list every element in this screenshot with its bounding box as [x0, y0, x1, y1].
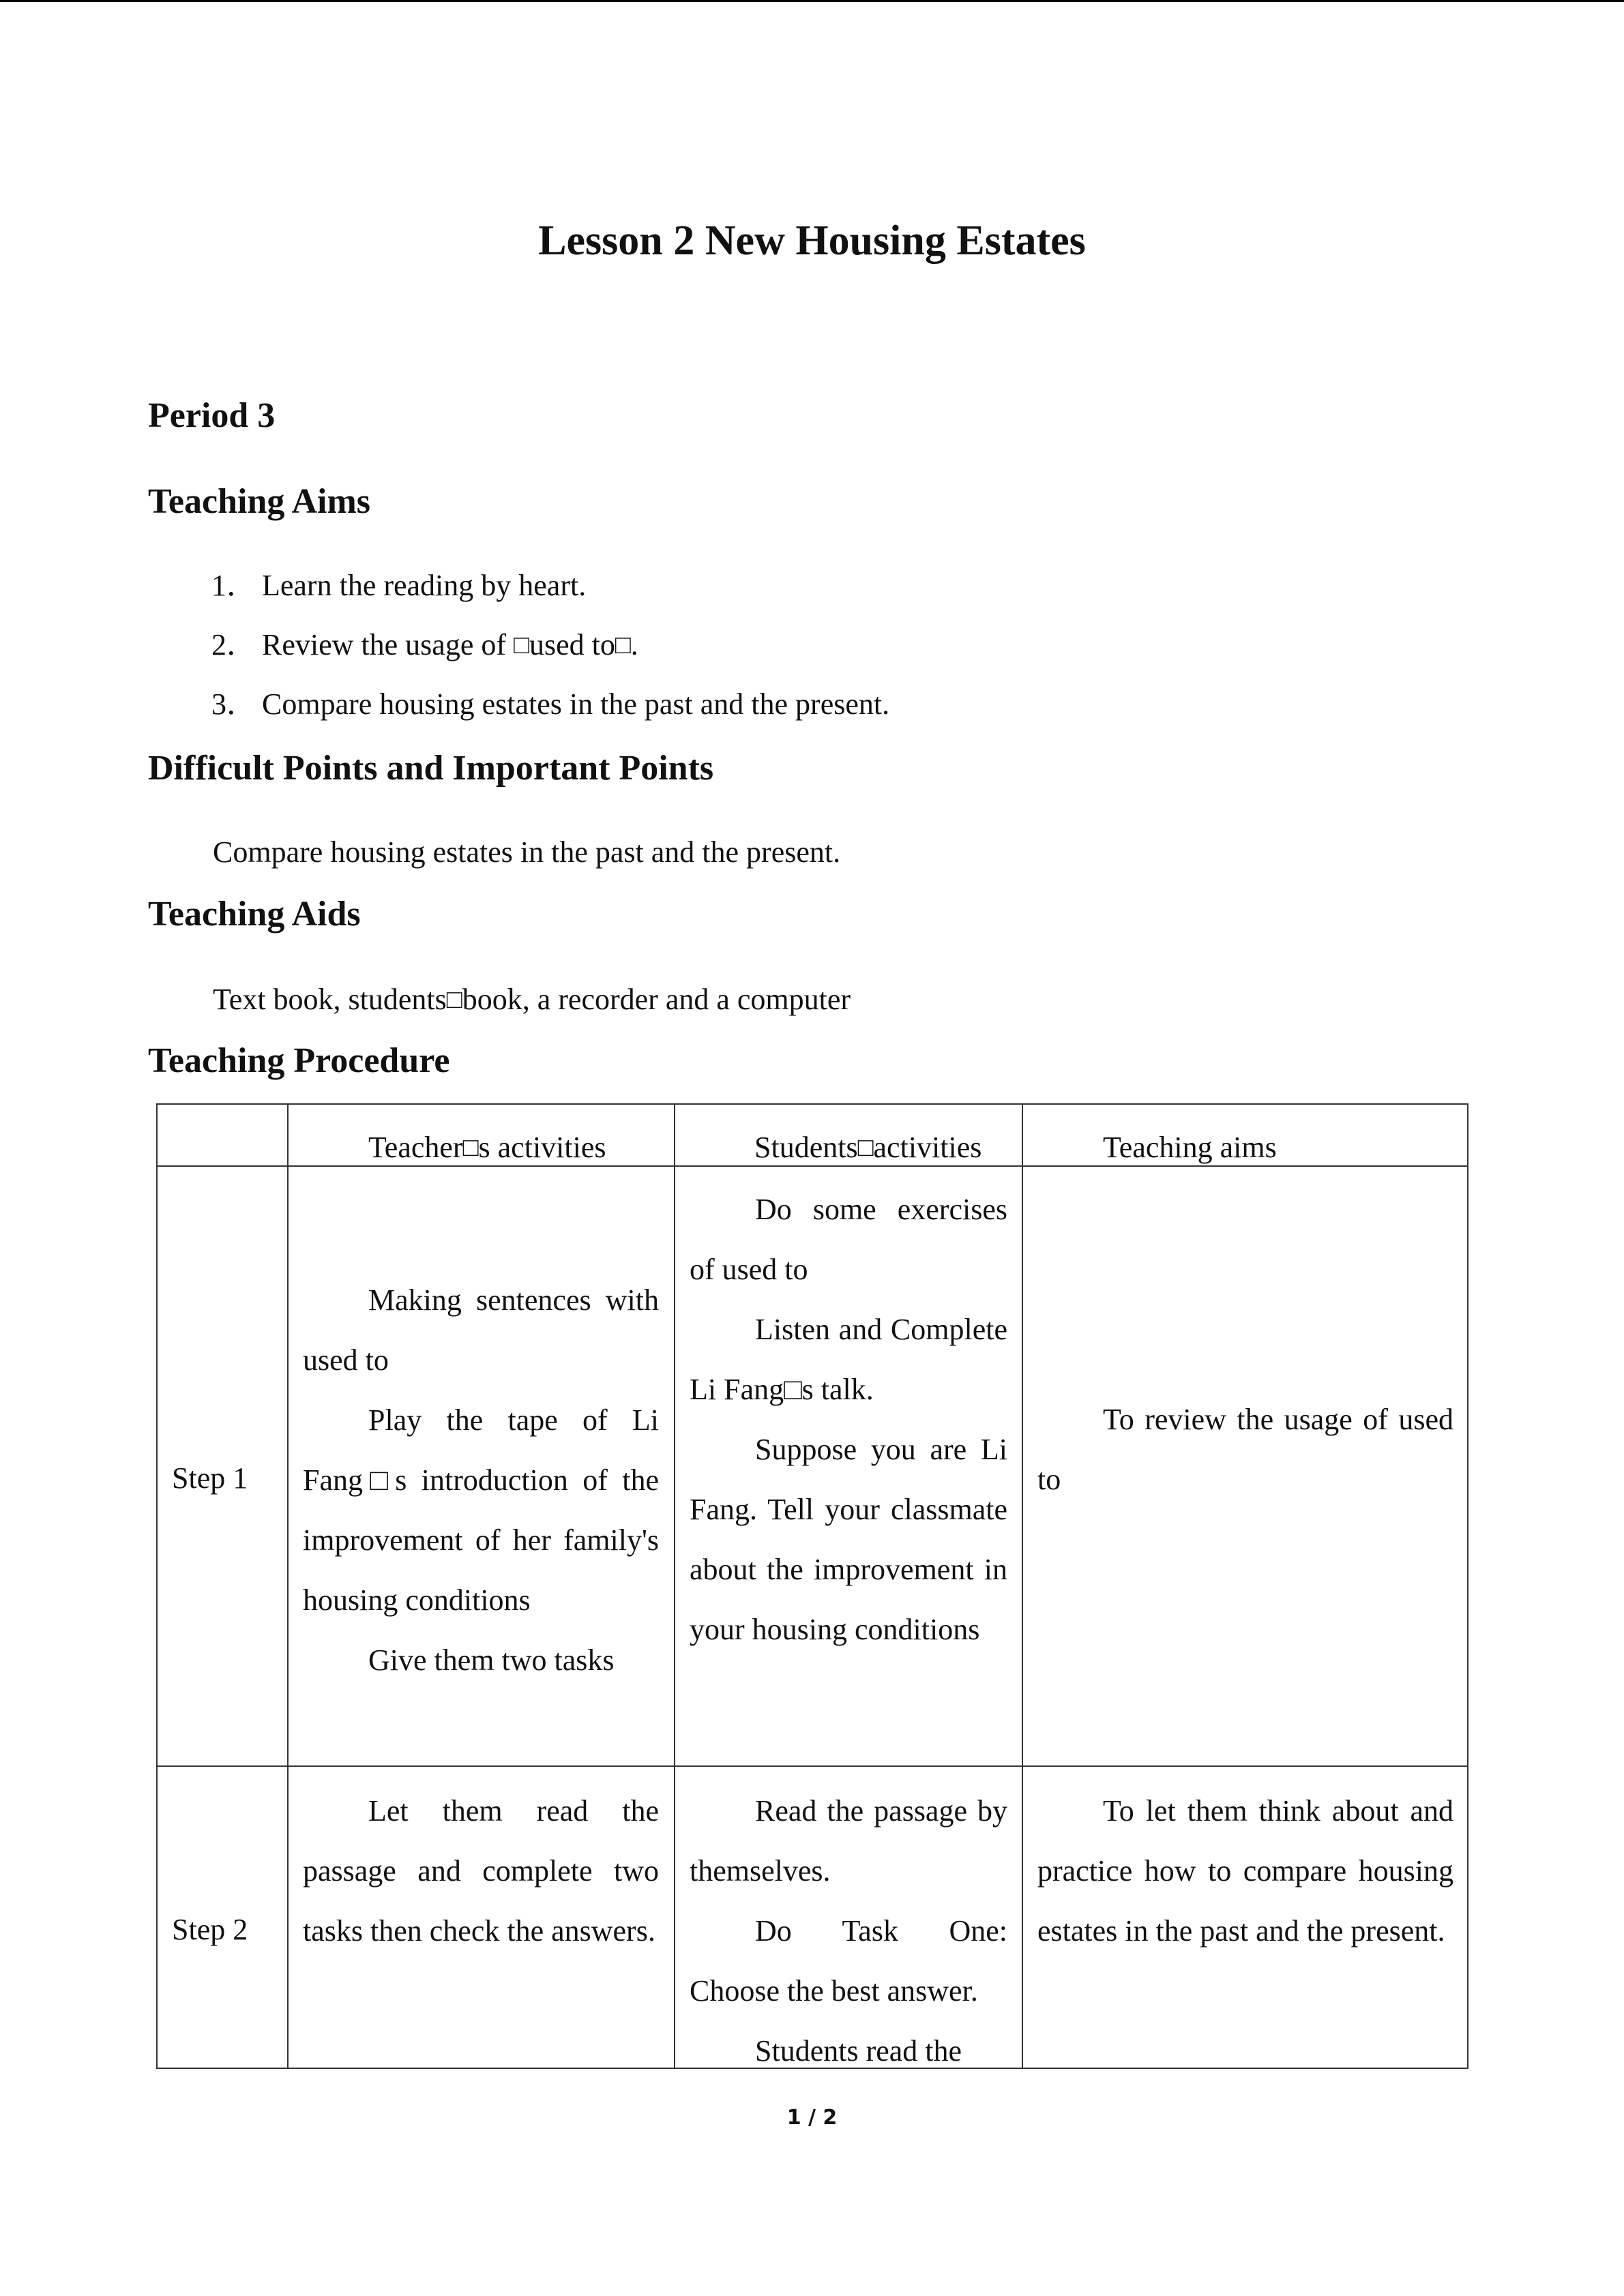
step-1-students-line: Do some exercises of used to: [690, 1193, 1007, 1286]
teaching-aids-heading: Teaching Aids: [148, 895, 361, 934]
missing-glyph: □: [446, 985, 462, 1014]
aim-item-2-text: Review the usage of: [262, 628, 514, 661]
missing-glyph: □: [857, 1133, 874, 1162]
step-2-teacher-line: Let them read the passage and complete two tasks then check the answers.: [303, 1794, 659, 1948]
step-2-students-cell: [690, 1781, 1007, 2066]
step-2-aims-cell: [1037, 1781, 1453, 1961]
step-1-teacher-line: Play the tape of Li Fang□s introduction of the improvement of her family's housing conditions: [303, 1403, 659, 1617]
header-students-a: Students: [754, 1131, 858, 1164]
teaching-aids-text-a: Text book, students: [213, 983, 447, 1016]
aim-number: 2．: [211, 628, 256, 661]
aim-number: 1．: [211, 569, 256, 602]
table-border: [1467, 1103, 1468, 2069]
step-1-teacher-line: Making sentences with used to: [303, 1283, 659, 1377]
step-1-students-line: Suppose you are Li Fang. Tell your classmate about the improvement in your housing conditions: [690, 1433, 1007, 1646]
table-border: [287, 1103, 289, 2069]
step-1-aims-cell: [1037, 1390, 1453, 1510]
missing-glyph: □: [462, 1133, 479, 1162]
table-border: [156, 1103, 158, 2069]
aim-item-2: [262, 625, 638, 666]
step-1-students-line: Listen and Complete Li Fang□s talk.: [690, 1313, 1007, 1406]
aim-item-2-term: used to: [529, 628, 615, 661]
teaching-aims-heading: Teaching Aims: [148, 482, 371, 521]
aim-item-3: Compare housing estates in the past and the present.: [262, 687, 890, 721]
step-1-teacher-cell: [303, 1270, 659, 1690]
period-heading: Period 3: [148, 396, 276, 435]
header-teacher-a: Teacher: [368, 1131, 463, 1164]
aim-number: 3．: [211, 687, 256, 721]
step-2-students-line: Students read the: [755, 2034, 962, 2066]
missing-glyph: □: [615, 631, 631, 659]
step-2-students-clip: [690, 1781, 1007, 2066]
header-teaching-aims: Teaching aims: [1103, 1131, 1277, 1164]
step-2-students-line: Do Task One: Choose the best answer.: [690, 1914, 1007, 2008]
step-1-label: Step 1: [172, 1461, 248, 1495]
table-border: [674, 1103, 675, 2069]
step-2-label: Step 2: [172, 1913, 248, 1946]
step-2-teacher-cell: [303, 1781, 659, 1961]
page-number: 1 / 2: [786, 2106, 838, 2130]
table-border: [156, 1103, 1468, 1105]
aim-item-1: Learn the reading by heart.: [262, 569, 587, 602]
table-border: [156, 2068, 1468, 2069]
teaching-procedure-heading: Teaching Procedure: [148, 1041, 450, 1080]
missing-glyph: □: [514, 631, 529, 659]
step-2-students-line: Read the passage by themselves.: [690, 1794, 1007, 1888]
header-teacher-b: s activities: [478, 1131, 606, 1164]
header-students-activities: [754, 1127, 981, 1168]
teaching-aids-text-b: book, a recorder and a computer: [462, 983, 851, 1016]
teaching-aids-text: [213, 979, 851, 1020]
step-1-students-cell: [690, 1180, 1007, 1660]
table-border: [1022, 1103, 1023, 2069]
step-1-aims-line: To review the usage of used to: [1037, 1403, 1453, 1496]
header-teacher-activities: [368, 1127, 606, 1168]
difficult-points-heading: Difficult Points and Important Points: [148, 749, 714, 788]
aim-item-2-end: .: [630, 628, 638, 661]
header-students-b: activities: [873, 1131, 982, 1164]
document-title: Lesson 2 New Housing Estates: [538, 218, 1086, 264]
table-border: [156, 1765, 1468, 1767]
step-2-aims-line: To let them think about and practice how to compare housing estates in the past and the present.: [1037, 1794, 1453, 1948]
difficult-points-text: Compare housing estates in the past and the present.: [213, 835, 841, 869]
step-1-teacher-line: Give them two tasks: [368, 1643, 615, 1677]
